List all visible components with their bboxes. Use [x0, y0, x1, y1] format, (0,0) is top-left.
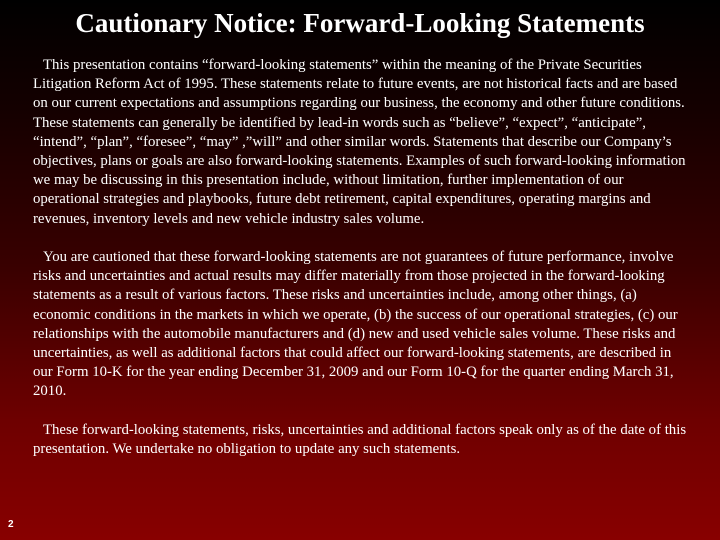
paragraph-no-obligation: These forward-looking statements, risks, uncertainties and additional factors speak only as of the date of this presentation. We undertake no obligation to update any such statements. — [33, 421, 687, 458]
slide-title: Cautionary Notice: Forward-Looking Statements — [75, 8, 645, 38]
page-number: 2 — [8, 519, 14, 530]
slide-body — [33, 56, 689, 459]
paragraph-risks-caution: You are cautioned that these forward-looking statements are not guarantees of future performance, involve risks and uncertainties and actual results may differ materially from those projected in the forward-looking statements as a result of various factors. These risks and uncertainties include, among other things, (a) economic conditions in the markets in which we operate, (b) the success of our operational strategies, (c) our relationships with the automobile manufacturers and (d) new and used vehicle sales volume. These risks and uncertainties, as well as additional factors that could affect our forward-looking statements, are described in our Form 10-K for the year ending December 31, 2009 and our Form 10-Q for the quarter ending March 31, 2010. — [33, 249, 678, 400]
paragraph-forward-looking-definition: This presentation contains “forward-looking statements” within the meaning of the Private Securities Litigation Reform Act of 1995. These statements relate to future events, are not historical facts and are based on our current expectations and assumptions regarding our business, the economy and other future conditions. These statements can generally be identified by lead-in words such as “believe”, “expect”, “anticipate”, “intend”, “plan”, “foresee”, “may” ,”will” and other similar words. Statements that describe our Company’s objectives, plans or goals are also forward-looking statements. Examples of such forward-looking information we may be discussing in this presentation include, without limitation, further implementation of our operational strategies and playbooks, future debt retirement, capital expenditures, operating margins and revenues, inventory levels and new vehicle industry sales volume. — [33, 57, 686, 227]
